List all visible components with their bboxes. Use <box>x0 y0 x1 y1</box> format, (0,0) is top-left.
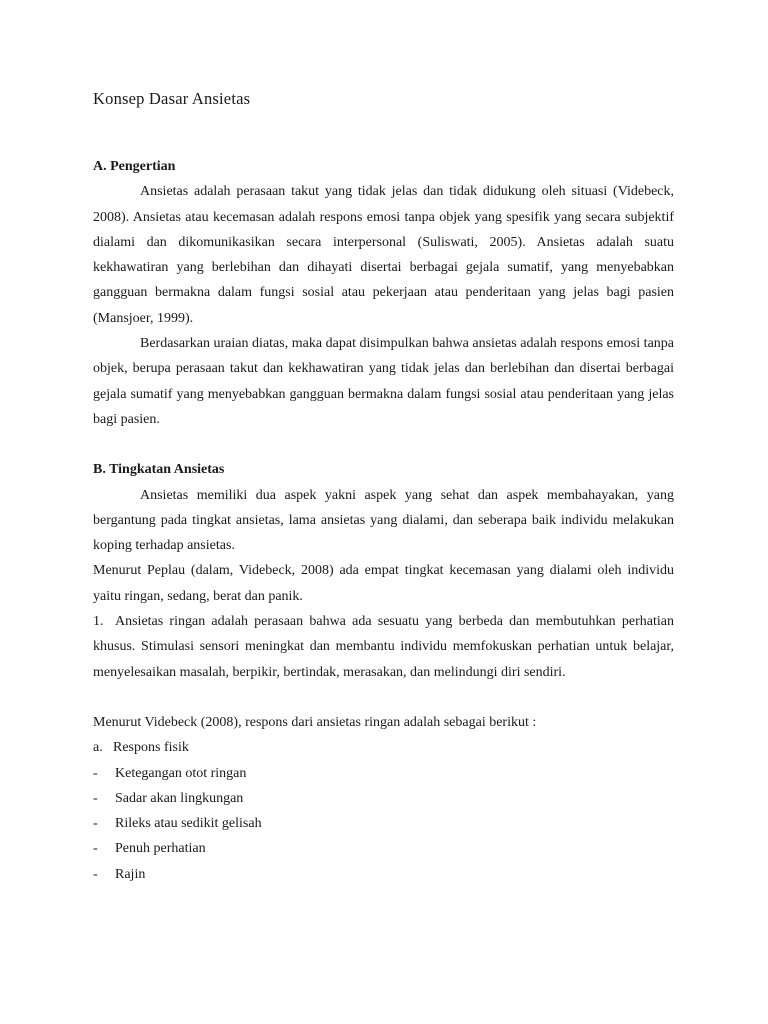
list-item <box>93 786 674 811</box>
section-heading-pengertian: A. Pengertian <box>93 159 176 174</box>
numbered-item-1-number: 1. <box>93 614 104 630</box>
document-title: Konsep Dasar Ansietas <box>93 89 251 108</box>
list-dash: - <box>93 816 98 832</box>
list-item-text: Ketegangan otot ringan <box>115 765 247 781</box>
tingkatan-paragraph-2: Menurut Peplau (dalam, Videbeck, 2008) ada empat tingkat kecemasan yang dialami oleh individu yaitu ringan, sedang, berat dan panik. <box>93 563 674 604</box>
list-dash: - <box>93 866 98 882</box>
section-heading-tingkatan: B. Tingkatan Ansietas <box>93 462 225 478</box>
list-item <box>93 811 674 836</box>
list-item-text: Penuh perhatian <box>115 841 206 857</box>
pengertian-paragraph-2: Berdasarkan uraian diatas, maka dapat disimpulkan bahwa ansietas adalah respons emosi tanpa objek, berupa perasaan takut dan kekhawatiran yang tidak jelas dan berlebihan dan disertai berbagai gejala sumatif yang menyebabkan gangguan bermakna dalam fungsi sosial atau penderitaan yang jelas bagi pasien. <box>93 336 674 427</box>
document-content <box>93 86 674 887</box>
list-item <box>93 761 674 786</box>
list-item-text: Rajin <box>115 866 146 882</box>
numbered-item-1 <box>93 609 674 685</box>
numbered-item-1-text: Ansietas ringan adalah perasaan bahwa ada sesuatu yang berbeda dan membutuhkan perhatian khusus. Stimulasi sensori meningkat dan membantu individu memfokuskan perhatian untuk belajar, menyelesaikan masalah, berpikir, bertindak, merasakan, dan melindungi diri sendiri. <box>93 614 674 680</box>
list-item-text: Rileks atau sedikit gelisah <box>115 816 262 832</box>
response-intro: Menurut Videbeck (2008), respons dari ansietas ringan adalah sebagai berikut : <box>93 714 537 730</box>
list-item-text: Sadar akan lingkungan <box>115 790 244 806</box>
response-list <box>93 761 674 887</box>
tingkatan-paragraph-1: Ansietas memiliki dua aspek yakni aspek yang sehat dan aspek membahayakan, yang bergantung pada tingkat ansietas, lama ansietas yang dialami, dan seberapa baik individu melakukan koping terhadap ansietas. <box>93 487 674 554</box>
sub-heading-respons-fisik <box>93 735 674 760</box>
list-dash: - <box>93 841 98 857</box>
sub-heading-text: Respons fisik <box>113 740 189 756</box>
list-item <box>93 862 674 887</box>
list-item <box>93 836 674 861</box>
list-dash: - <box>93 765 98 781</box>
list-dash: - <box>93 790 98 806</box>
sub-heading-letter: a. <box>93 740 103 756</box>
pengertian-paragraph-1: Ansietas adalah perasaan takut yang tidak jelas dan tidak didukung oleh situasi (Videbeck, 2008). Ansietas atau kecemasan adalah respons emosi tanpa objek yang spesifik yang secara subjektif dialami dan dikomunikasikan secara interpersonal (Suliswati, 2005). Ansietas adalah suatu kekhawatiran yang berlebihan dan dihayati disertai berbagai gejala sumatif, yang menyebabkan gangguan bermakna dalam fungsi sosial atau pekerjaan atau penderitaan yang jelas bagi pasien (Mansjoer, 1999). <box>93 184 674 326</box>
